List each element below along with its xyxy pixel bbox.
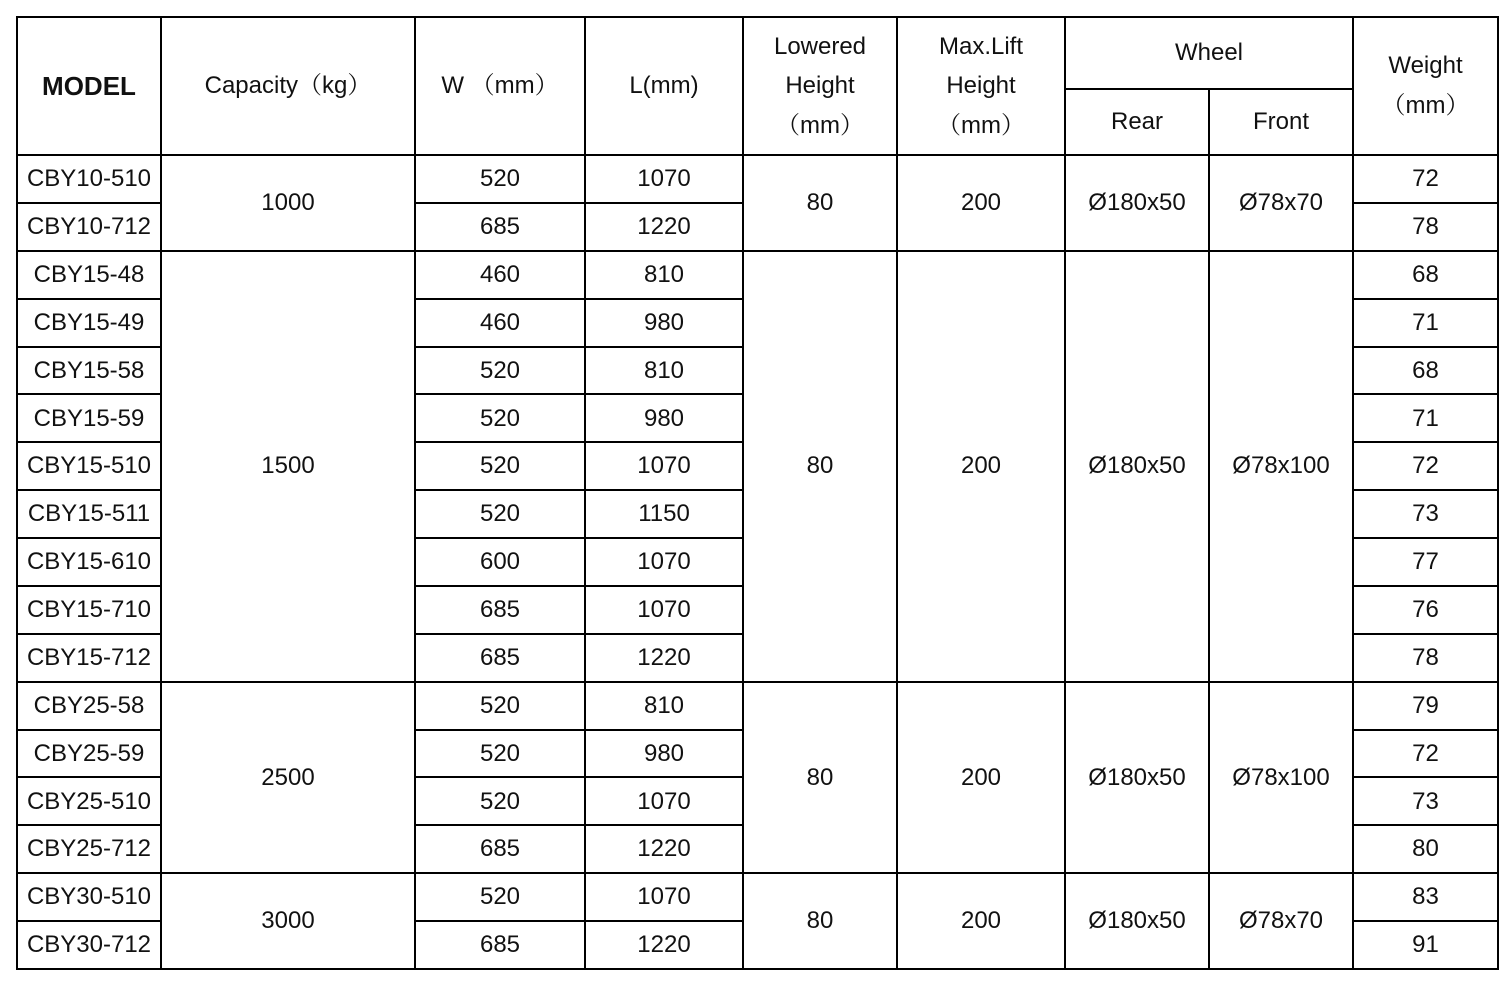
capacity-cell: 3000 bbox=[161, 873, 415, 969]
length-cell: 1070 bbox=[585, 442, 743, 490]
weight-cell: 71 bbox=[1353, 299, 1498, 347]
weight-cell: 72 bbox=[1353, 442, 1498, 490]
weight-header bbox=[1353, 17, 1498, 155]
capacity-cell: 2500 bbox=[161, 682, 415, 874]
rear-wheel-cell: Ø180x50 bbox=[1065, 251, 1209, 682]
weight-cell: 78 bbox=[1353, 634, 1498, 682]
model-cell: CBY15-59 bbox=[17, 394, 161, 442]
front-wheel-cell: Ø78x70 bbox=[1209, 873, 1353, 969]
length-cell: 1150 bbox=[585, 490, 743, 538]
spec-table bbox=[16, 16, 1499, 970]
lowered-height-header-line: Height bbox=[785, 72, 855, 100]
weight-cell: 76 bbox=[1353, 586, 1498, 634]
width-cell: 685 bbox=[415, 203, 585, 251]
length-cell: 1070 bbox=[585, 155, 743, 203]
max-lift-height-cell: 200 bbox=[897, 682, 1065, 874]
weight-cell: 68 bbox=[1353, 347, 1498, 395]
lowered-height-cell: 80 bbox=[743, 251, 897, 682]
width-cell: 520 bbox=[415, 873, 585, 921]
max-lift-height-header-line: （mm） bbox=[937, 111, 1025, 139]
model-cell: CBY30-712 bbox=[17, 921, 161, 969]
max-lift-height-cell: 200 bbox=[897, 155, 1065, 251]
model-cell: CBY15-511 bbox=[17, 490, 161, 538]
length-cell: 1070 bbox=[585, 538, 743, 586]
width-cell: 685 bbox=[415, 825, 585, 873]
weight-cell: 72 bbox=[1353, 155, 1498, 203]
model-cell: CBY15-58 bbox=[17, 347, 161, 395]
width-cell: 520 bbox=[415, 490, 585, 538]
model-header: MODEL bbox=[17, 17, 161, 155]
table-row bbox=[17, 251, 1498, 299]
length-cell: 1070 bbox=[585, 777, 743, 825]
weight-cell: 77 bbox=[1353, 538, 1498, 586]
weight-cell: 68 bbox=[1353, 251, 1498, 299]
model-cell: CBY15-712 bbox=[17, 634, 161, 682]
length-cell: 980 bbox=[585, 299, 743, 347]
capacity-header: Capacity（kg） bbox=[161, 17, 415, 155]
width-cell: 685 bbox=[415, 921, 585, 969]
max-lift-height-header-line: Max.Lift bbox=[938, 32, 1024, 60]
model-cell: CBY10-712 bbox=[17, 203, 161, 251]
max-lift-height-header-line: Height bbox=[946, 72, 1016, 100]
weight-cell: 73 bbox=[1353, 490, 1498, 538]
width-cell: 520 bbox=[415, 155, 585, 203]
model-cell: CBY25-59 bbox=[17, 730, 161, 778]
max-lift-height-header bbox=[897, 17, 1065, 155]
rear-wheel-cell: Ø180x50 bbox=[1065, 682, 1209, 874]
model-cell: CBY15-610 bbox=[17, 538, 161, 586]
front-wheel-cell: Ø78x100 bbox=[1209, 682, 1353, 874]
length-cell: 1220 bbox=[585, 203, 743, 251]
weight-cell: 71 bbox=[1353, 394, 1498, 442]
front-wheel-cell: Ø78x70 bbox=[1209, 155, 1353, 251]
lowered-height-cell: 80 bbox=[743, 155, 897, 251]
model-cell: CBY15-510 bbox=[17, 442, 161, 490]
model-cell: CBY15-48 bbox=[17, 251, 161, 299]
width-cell: 600 bbox=[415, 538, 585, 586]
lowered-height-cell: 80 bbox=[743, 873, 897, 969]
table-row bbox=[17, 873, 1498, 921]
width-cell: 460 bbox=[415, 299, 585, 347]
width-header: W （mm） bbox=[415, 17, 585, 155]
lowered-height-header-line: （mm） bbox=[776, 111, 864, 139]
weight-cell: 91 bbox=[1353, 921, 1498, 969]
width-cell: 520 bbox=[415, 682, 585, 730]
weight-cell: 73 bbox=[1353, 777, 1498, 825]
capacity-cell: 1000 bbox=[161, 155, 415, 251]
weight-cell: 80 bbox=[1353, 825, 1498, 873]
width-cell: 520 bbox=[415, 730, 585, 778]
width-cell: 685 bbox=[415, 586, 585, 634]
front-wheel-cell: Ø78x100 bbox=[1209, 251, 1353, 682]
width-cell: 685 bbox=[415, 634, 585, 682]
length-cell: 980 bbox=[585, 730, 743, 778]
width-cell: 520 bbox=[415, 442, 585, 490]
width-cell: 460 bbox=[415, 251, 585, 299]
length-cell: 810 bbox=[585, 682, 743, 730]
model-cell: CBY25-58 bbox=[17, 682, 161, 730]
length-cell: 980 bbox=[585, 394, 743, 442]
rear-wheel-header: Rear bbox=[1065, 89, 1209, 155]
model-cell: CBY30-510 bbox=[17, 873, 161, 921]
max-lift-height-cell: 200 bbox=[897, 251, 1065, 682]
length-cell: 1220 bbox=[585, 634, 743, 682]
weight-cell: 78 bbox=[1353, 203, 1498, 251]
lowered-height-header-line: Lowered bbox=[773, 32, 867, 60]
rear-wheel-cell: Ø180x50 bbox=[1065, 155, 1209, 251]
length-cell: 1220 bbox=[585, 825, 743, 873]
model-cell: CBY15-710 bbox=[17, 586, 161, 634]
model-cell: CBY10-510 bbox=[17, 155, 161, 203]
length-cell: 1070 bbox=[585, 873, 743, 921]
weight-header-line: Weight bbox=[1388, 52, 1463, 80]
length-cell: 810 bbox=[585, 251, 743, 299]
width-cell: 520 bbox=[415, 394, 585, 442]
capacity-cell: 1500 bbox=[161, 251, 415, 682]
length-cell: 1220 bbox=[585, 921, 743, 969]
width-cell: 520 bbox=[415, 347, 585, 395]
length-cell: 1070 bbox=[585, 586, 743, 634]
length-header: L(mm) bbox=[585, 17, 743, 155]
lowered-height-cell: 80 bbox=[743, 682, 897, 874]
front-wheel-header: Front bbox=[1209, 89, 1353, 155]
weight-cell: 72 bbox=[1353, 730, 1498, 778]
model-cell: CBY25-712 bbox=[17, 825, 161, 873]
model-cell: CBY15-49 bbox=[17, 299, 161, 347]
max-lift-height-cell: 200 bbox=[897, 873, 1065, 969]
table-header bbox=[17, 17, 1498, 155]
table-row bbox=[17, 682, 1498, 730]
rear-wheel-cell: Ø180x50 bbox=[1065, 873, 1209, 969]
table-body bbox=[17, 155, 1498, 969]
weight-cell: 83 bbox=[1353, 873, 1498, 921]
header-row-1 bbox=[17, 17, 1498, 89]
weight-header-line: （mm） bbox=[1381, 92, 1470, 119]
weight-cell: 79 bbox=[1353, 682, 1498, 730]
wheel-header: Wheel bbox=[1065, 17, 1353, 89]
width-cell: 520 bbox=[415, 777, 585, 825]
length-cell: 810 bbox=[585, 347, 743, 395]
lowered-height-header bbox=[743, 17, 897, 155]
model-cell: CBY25-510 bbox=[17, 777, 161, 825]
table-row bbox=[17, 155, 1498, 203]
